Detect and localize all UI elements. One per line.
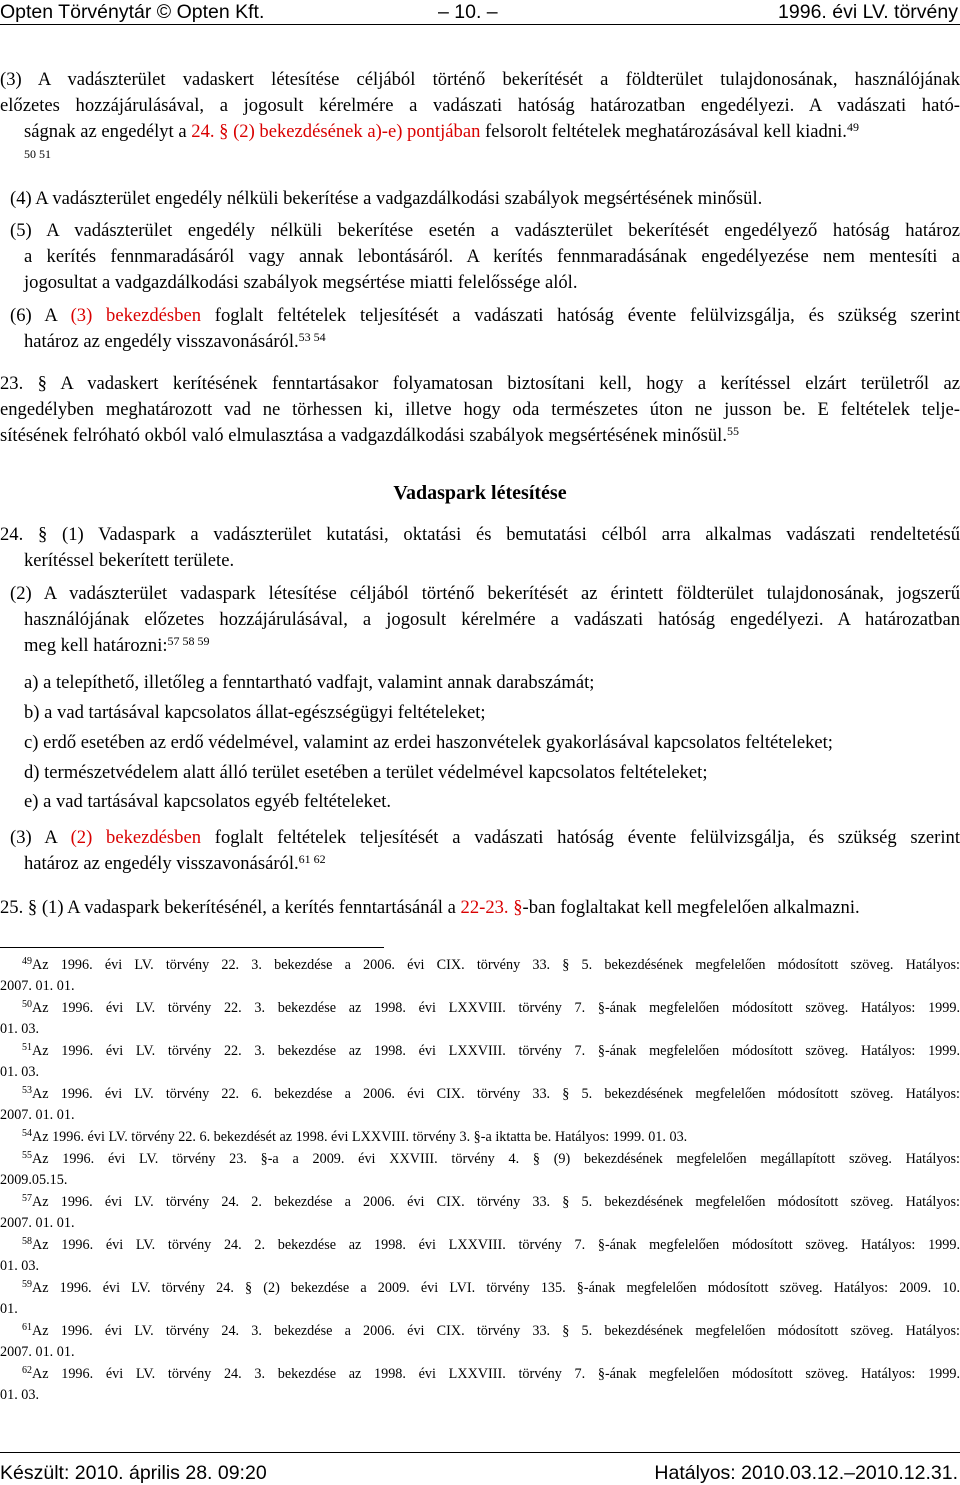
footnote-ref[interactable]: 49 bbox=[846, 120, 859, 134]
text: ságnak az engedélyt a bbox=[24, 121, 192, 142]
section-24-1 bbox=[0, 522, 960, 574]
footnote-line: 01. 03. bbox=[0, 1021, 40, 1037]
footnote-line bbox=[0, 1364, 960, 1385]
footnote bbox=[0, 1321, 960, 1363]
section-title: Vadaspark létesítése bbox=[393, 482, 567, 504]
footnote-number: 62 bbox=[22, 1365, 32, 1376]
section-23 bbox=[0, 371, 960, 449]
text: foglalt feltételek teljesítését a vadászati hatóság évente felülvizsgálja, és szükség szerint bbox=[201, 305, 960, 326]
cross-reference-link[interactable]: 24. § (2) bekezdésének a)-e) pontjában bbox=[191, 121, 481, 142]
text: sítésének felróható okból való elmulasztása a vadgazdálkodási szabályok megsértésének minősül. bbox=[0, 425, 727, 446]
footnote-line bbox=[0, 1084, 960, 1105]
paragraph-3 bbox=[0, 67, 960, 165]
p3-footnote-refs bbox=[0, 145, 960, 165]
footnote-ref[interactable]: 50 51 bbox=[24, 147, 51, 161]
footnote-ref[interactable]: 57 58 59 bbox=[167, 634, 210, 648]
footnote-number: 53 bbox=[22, 1085, 32, 1096]
paragraph-4 bbox=[0, 186, 960, 212]
header-law-title: 1996. évi LV. törvény bbox=[778, 1, 958, 23]
footnote-line bbox=[0, 1192, 960, 1213]
text: foglalt feltételek teljesítését a vadászati hatóság évente felülvizsgálja, és szükség szerint bbox=[201, 827, 960, 848]
footnote-text: Az 1996. évi LV. törvény 24. 3. bekezdése a 2006. évi CIX. törvény 33. § 5. bekezdésének megfelelően módosított szöveg. Hatályos: bbox=[32, 1323, 960, 1339]
cross-reference-link[interactable]: (2) bekezdésben bbox=[70, 827, 202, 848]
footnote-text: Az 1996. évi LV. törvény 24. § (2) bekezdése a 2009. évi LVI. törvény 135. §-ának megfelelően módosított szöveg. Hatályos: 2009. 10. bbox=[32, 1280, 960, 1296]
footnote-number: 50 bbox=[22, 999, 32, 1010]
footnote bbox=[0, 1278, 960, 1320]
footnote-line: 2007. 01. 01. bbox=[0, 1215, 75, 1231]
footnote-text: Az 1996. évi LV. törvény 23. §-a a 2009. évi XXVIII. törvény 4. § (9) bekezdésének megfelelően megállapított szöveg. Hatályos: bbox=[32, 1151, 960, 1167]
footnote-divider bbox=[0, 947, 384, 948]
footnote-line: 2007. 01. 01. bbox=[0, 1344, 75, 1360]
list-item bbox=[0, 760, 960, 786]
s23-line: 23. § A vadaskert kerítésének fenntartásakor folyamatosan biztosítani kell, hogy a kerítéssel elzárt területről az bbox=[0, 373, 960, 394]
footnote-number: 51 bbox=[22, 1042, 32, 1053]
list-item-text: c) erdő esetében az erdő védelmével, valamint az erdei haszonvételek gyakorlásával kapcsolatos feltételeket; bbox=[24, 732, 833, 753]
footnote-line bbox=[0, 1149, 960, 1170]
section-24-3 bbox=[0, 825, 960, 877]
header-publisher: Opten Törvénytár © Opten Kft. bbox=[0, 1, 265, 23]
footnote-line bbox=[0, 998, 960, 1019]
footnote-number: 54 bbox=[22, 1128, 32, 1139]
s25-line bbox=[0, 895, 960, 921]
s24-2-line: (2) A vadászterület vadaspark létesítése céljából történő bekerítését az érintett földterület tulajdonosának, jogszerű bbox=[10, 583, 960, 604]
text: (3) A bbox=[10, 827, 71, 848]
text: meg kell határozni: bbox=[24, 635, 168, 656]
text: határoz az engedély visszavonásáról. bbox=[24, 853, 299, 874]
footnote-text: Az 1996. évi LV. törvény 22. 3. bekezdése az 1998. évi LXXVIII. törvény 7. §-ának megfelelően módosított szöveg. Hatályos: 1999. bbox=[32, 1043, 960, 1059]
footnote-line: 2007. 01. 01. bbox=[0, 978, 75, 994]
text: határoz az engedély visszavonásáról. bbox=[24, 331, 299, 352]
s24-2-line: használójának előzetes hozzájárulásával, a jogosult kérelmére a vadászati hatóság engedélyezi. A határozatban bbox=[24, 609, 960, 630]
p6-line bbox=[0, 329, 960, 355]
footnote-text: Az 1996. évi LV. törvény 22. 6. bekezdése a 2006. évi CIX. törvény 33. § 5. bekezdésének megfelelően módosított szöveg. Hatályos: bbox=[32, 1086, 960, 1102]
footnote bbox=[0, 1149, 960, 1191]
cross-reference-link[interactable]: 22-23. § bbox=[460, 897, 523, 918]
footnote-line bbox=[0, 1321, 960, 1342]
footnote bbox=[0, 1084, 960, 1126]
p4-line: (4) A vadászterület engedély nélküli bekerítése a vadgazdálkodási szabályok megsértésének minősül. bbox=[10, 188, 763, 209]
p3-line: előzetes hozzájárulásával, a jogosult kérelmére a vadászati hatóság határozatban engedélyezi. A vadászati ható- bbox=[0, 95, 960, 116]
s23-line: engedélyben meghatározott vad ne törhessen ki, illetve hogy oda természetes úton ne jusson be. E feltételek telje- bbox=[0, 399, 960, 420]
footer-created: Készült: 2010. április 28. 09:20 bbox=[0, 1462, 267, 1484]
p3-line bbox=[0, 119, 960, 145]
footnote-line: 01. 03. bbox=[0, 1387, 40, 1403]
section-25 bbox=[0, 895, 960, 921]
footnote bbox=[0, 1235, 960, 1277]
footnote bbox=[0, 1127, 960, 1148]
footnote-number: 57 bbox=[22, 1193, 32, 1204]
footnote-line bbox=[0, 1278, 960, 1299]
p3-line: (3) A vadászterület vadaskert létesítése céljából történő bekerítését a földterület tulajdonosának, használójának bbox=[0, 69, 960, 90]
footnote-text: Az 1996. évi LV. törvény 24. 2. bekezdése az 1998. évi LXXVIII. törvény 7. §-ának megfelelően módosított szöveg. Hatályos: 1999. bbox=[32, 1237, 960, 1253]
footnote-line: 2007. 01. 01. bbox=[0, 1107, 75, 1123]
text: 25. § (1) A vadaspark bekerítésénél, a kerítés fenntartásánál a bbox=[0, 897, 461, 918]
text: felsorolt feltételek meghatározásával kell kiadni. bbox=[480, 121, 847, 142]
list-item-text: a) a telepíthető, illetőleg a fenntartható vadfajt, valamint annak darabszámát; bbox=[24, 672, 595, 693]
footnote-ref[interactable]: 53 54 bbox=[298, 330, 326, 344]
footnote-text: Az 1996. évi LV. törvény 22. 6. bekezdését az 1998. évi LXXVIII. törvény 3. §-a iktatta be. Hatályos: 1999. 01. 03. bbox=[32, 1129, 688, 1145]
footnote bbox=[0, 1364, 960, 1406]
footnote bbox=[0, 955, 960, 997]
footnote-line: 01. 03. bbox=[0, 1258, 40, 1274]
p5-line: a kerítés fennmaradásáról vagy annak lebontásáról. A kerítés fennmaradásának engedélyezése nem mentesíti a bbox=[24, 246, 960, 267]
s24-3-line bbox=[0, 825, 960, 851]
footnote-number: 59 bbox=[22, 1279, 32, 1290]
footer-validity: Hatályos: 2010.03.12.–2010.12.31. bbox=[654, 1462, 958, 1484]
footnote-line bbox=[0, 955, 960, 976]
footnote-text: Az 1996. évi LV. törvény 24. 3. bekezdése az 1998. évi LXXVIII. törvény 7. §-ának megfelelően módosított szöveg. Hatályos: 1999. bbox=[32, 1366, 960, 1382]
page-header bbox=[0, 0, 960, 25]
footnote-text: Az 1996. évi LV. törvény 22. 3. bekezdése a 2006. évi CIX. törvény 33. § 5. bekezdésének megfelelően módosított szöveg. Hatályos: bbox=[32, 957, 960, 973]
footnote-line bbox=[0, 1041, 960, 1062]
footnote-ref[interactable]: 61 62 bbox=[298, 852, 326, 866]
footnote bbox=[0, 998, 960, 1040]
s24-line: kerítéssel bekerített területe. bbox=[24, 550, 235, 571]
paragraph-6 bbox=[0, 303, 960, 355]
header-page-number: – 10. – bbox=[438, 1, 498, 23]
footnote bbox=[0, 1192, 960, 1234]
list-item-text: d) természetvédelem alatt álló terület esetében a terület védelmével kapcsolatos feltételeket; bbox=[24, 762, 708, 783]
s24-2-line bbox=[0, 633, 960, 659]
p6-line bbox=[0, 303, 960, 329]
footnote-line: 2009.05.15. bbox=[0, 1172, 68, 1188]
list-item bbox=[0, 670, 960, 696]
page-footer bbox=[0, 1452, 960, 1485]
section-24-2 bbox=[0, 581, 960, 659]
footnote-line: 01. bbox=[0, 1301, 18, 1317]
list-item-text: b) a vad tartásával kapcsolatos állat-egészségügyi feltételeket; bbox=[24, 702, 486, 723]
footnote-number: 58 bbox=[22, 1236, 32, 1247]
footnote-line bbox=[0, 1235, 960, 1256]
footnote-number: 61 bbox=[22, 1322, 32, 1333]
s23-line bbox=[0, 423, 960, 449]
paragraph-5 bbox=[0, 218, 960, 296]
cross-reference-link[interactable]: (3) bekezdésben bbox=[70, 305, 202, 326]
footnote-text: Az 1996. évi LV. törvény 24. 2. bekezdése a 2006. évi CIX. törvény 33. § 5. bekezdésének megfelelően módosított szöveg. Hatályos: bbox=[32, 1194, 960, 1210]
footnote-number: 55 bbox=[22, 1150, 32, 1161]
footnote-line: 01. 03. bbox=[0, 1064, 40, 1080]
text: (6) A bbox=[10, 305, 71, 326]
s24-line: 24. § (1) Vadaspark a vadászterület kutatási, oktatási és bemutatási célból arra alkalmas vadászati rendeltetésű bbox=[0, 524, 960, 545]
text: -ban foglaltakat kell megfelelően alkalmazni. bbox=[522, 897, 860, 918]
list-item-text: e) a vad tartásával kapcsolatos egyéb feltételeket. bbox=[24, 791, 392, 812]
s24-3-line bbox=[0, 851, 960, 877]
list-item bbox=[0, 700, 960, 726]
p5-line: (5) A vadászterület engedély nélküli bekerítése esetén a vadászterület bekerítését engedélyező hatóság határoz bbox=[10, 220, 960, 241]
footnote-line bbox=[0, 1127, 960, 1148]
list-item bbox=[0, 789, 960, 815]
footnote-text: Az 1996. évi LV. törvény 22. 3. bekezdése az 1998. évi LXXVIII. törvény 7. §-ának megfelelően módosított szöveg. Hatályos: 1999. bbox=[32, 1000, 960, 1016]
footnote-number: 49 bbox=[22, 956, 32, 967]
list-item bbox=[0, 730, 960, 756]
p5-line: jogosultat a vadgazdálkodási szabályok megsértése miatti felelőssége alól. bbox=[24, 272, 578, 293]
footnote-ref[interactable]: 55 bbox=[727, 424, 739, 438]
footnote bbox=[0, 1041, 960, 1083]
